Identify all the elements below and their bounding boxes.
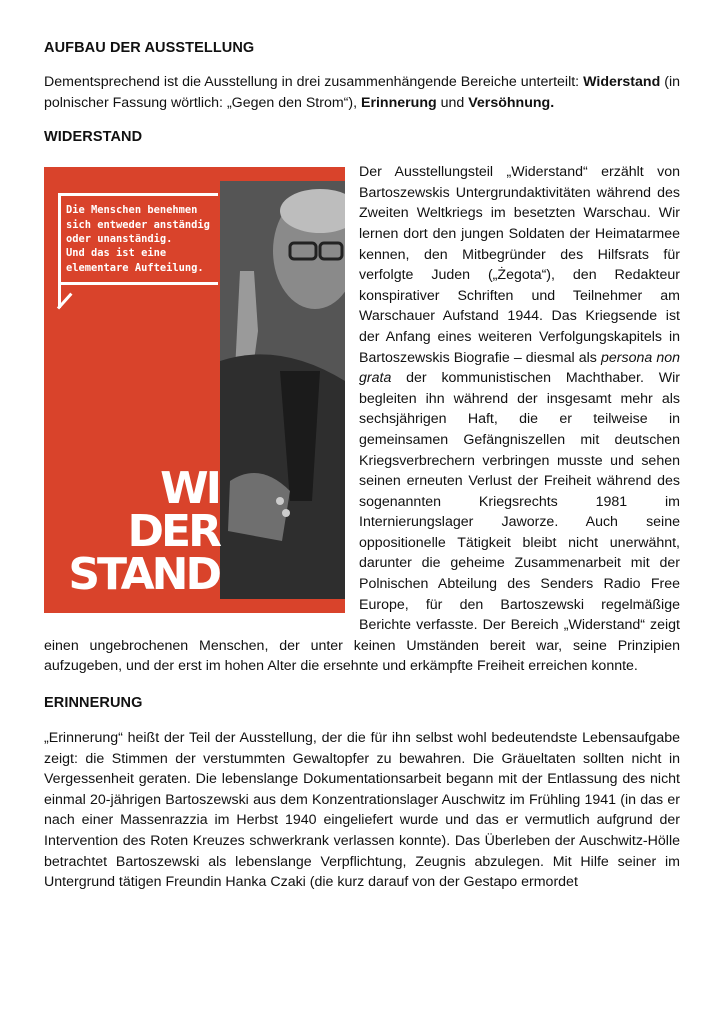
intro-bold-versoehnung: Versöhnung. <box>468 94 555 111</box>
quote-line: sich entweder anständig <box>66 218 210 231</box>
portrait-photo <box>220 181 345 599</box>
heading-aufbau: AUFBAU DER AUSSTELLUNG <box>44 40 255 56</box>
erinnerung-paragraph: „Erinnerung“ heißt der Teil der Ausstellung, der die für ihn selbst wohl bedeutendste Lebensaufgabe zeigt: die Stimmen der verstummten Gewaltopfer zu bewahren. Die Gräueltaten sollten nicht in Vergessenheit geraten. Die lebenslange Dokumentationsarbeit begann mit der Entlassung des nicht einmal 20-jährigen Bartoszewski aus dem Konzentrationslager Auschwitz im Frühling 1941 (in das er nach einer Massenrazzia im Herbst 1940 eingeliefert wurde und das er vermutlich aufgrund der Intervention des Roten Kreuzes schwerkrank verlassen konnte). Das Überleben der Auschwitz-Hölle betrachtet Bartoszewski als lebenslange Verpflichtung, Zeugnis abzulegen. Mit Hilfe seiner im Untergrund tätigen Freundin Hanka Czaki (die kurz darauf von der Gestapo ermordet <box>44 730 680 891</box>
intro-bold-erinnerung: Erinnerung <box>361 94 437 111</box>
quote-line: Die Menschen benehmen <box>66 204 198 217</box>
widerstand-text-1: Der Ausstellungsteil „Widerstand“ erzählt von Bartoszewskis Untergrundaktivitäten während des Zweiten Weltkriegs im besetzten Warschau. Wir lernen dort den jungen Soldaten der Heimatarmee kennen, den Mitbegründer des Hilfsrats für verfolgte Juden („Żegota“), den Redakteur konspirativer Schriften und Teilnehmer am Warschauer Aufstand 1944. Das Kriegsende ist der Anfang eines weiteren Verfolgungskapitels in Bartoszewskis Biografie – diesmal als <box>359 164 680 366</box>
poster-title-line-2: DER <box>127 506 219 558</box>
quote-line: Und das ist eine <box>66 247 167 260</box>
intro-text-2: (in polnischer Fassung wörtlich: „Gegen den Strom“), <box>44 74 680 111</box>
portrait-figure <box>220 181 345 599</box>
intro-paragraph <box>44 72 680 113</box>
poster-title-line-3: STAND <box>68 549 219 601</box>
widerstand-poster <box>44 167 345 613</box>
widerstand-section <box>44 162 680 677</box>
poster-quote <box>66 203 236 275</box>
intro-text-1: Dementsprechend ist die Ausstellung in drei zusammenhängende Bereiche unterteilt: <box>44 74 584 90</box>
quote-line: elementare Aufteilung. <box>66 261 204 274</box>
widerstand-text-2: der kommunistischen Machthaber. Wir begleiten ihn während der insgesamt mehr als sechsjährigen Haft, die er teilweise in gemeinsamen Gefängniszellen mit deutschen Kriegsverbrechern verbringen musste und sehen seinen erneuten Verlust der Freiheit während des sogenannten Kriegsrechts 1981 im Internierungslager Jaworze. Auch seine oppositionelle Tätigkeit bleibt nicht unerwähnt, darunter die geheime Zusammenarbeit mit der Polnischen Abteilung des Senders Radio Free Europe, für den Bartoszewski regelmäßige Berichte verfasste. Der Bereich „Widerstand“ zeigt einen ungebrochenen Menschen, der unter keinen Umständen bereit war, seine Prinzipien aufzugeben, und der erst im hohen Alter die ersehnte und erkämpfte Freiheit erreichen konnte. <box>44 370 680 675</box>
poster-title-line-1: WI <box>160 463 219 515</box>
heading-widerstand: WIDERSTAND <box>44 129 143 146</box>
quote-line: oder unanständig. <box>66 233 173 245</box>
document-page <box>44 38 680 893</box>
intro-text-3: und <box>436 94 469 111</box>
widerstand-italic: persona non grata <box>359 349 680 387</box>
heading-erinnerung: ERINNERUNG <box>44 695 143 712</box>
intro-bold-widerstand: Widerstand <box>583 74 661 90</box>
